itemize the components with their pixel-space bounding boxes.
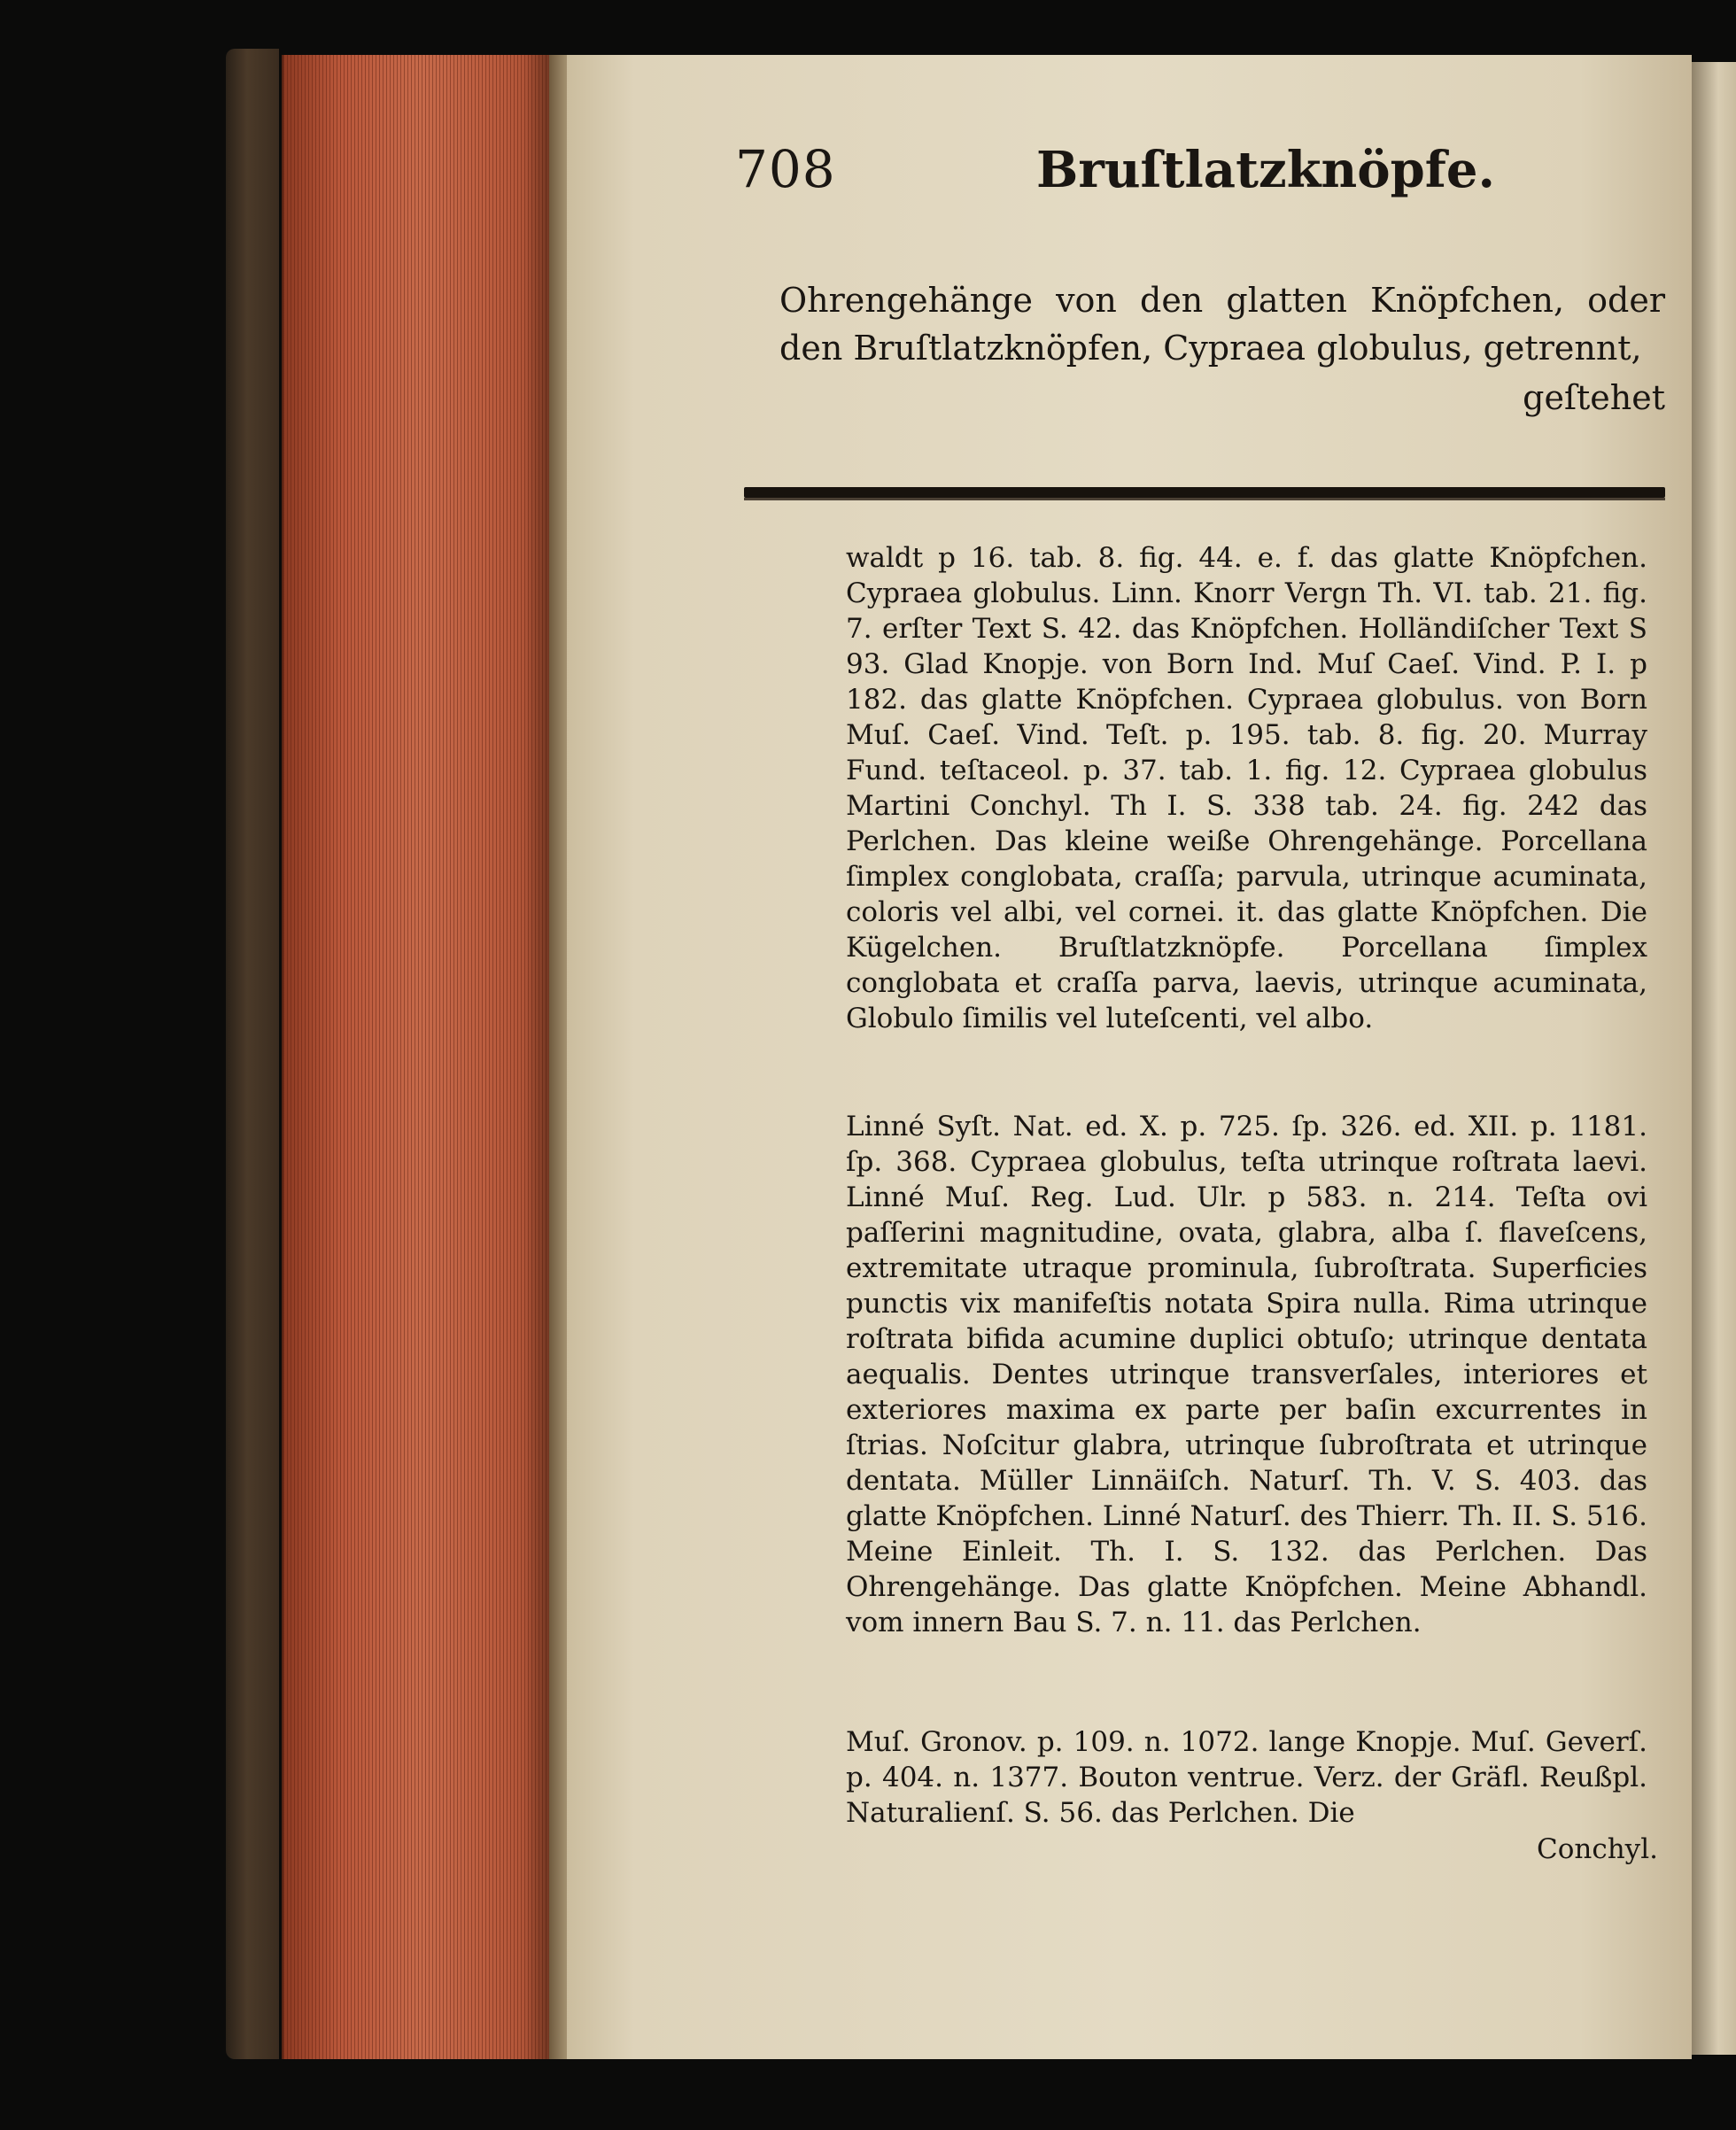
section-rule — [744, 487, 1665, 498]
paragraph-linne: Linné Syſt. Nat. ed. X. p. 725. ſp. 326. ed. XII. p. 1181. ſp. 368. Cypraea globulus, teſta utrinque roſtrata laevi. Linné Muſ. Reg. Lud. Ulr. p 583. n. 214. Teſta ovi paſſerini magnitudine, ovata, glabra, alba ſ. flaveſcens, extremitate utraque prominula, ſubroſtrata. Superficies punctis vix manifeſtis notata Spira nulla. Rima utrinque roſtrata bifida acumine duplici obtuſo; utrinque dentata aequalis. Dentes utrinque transverſales, interiores et exteriores maxima ex parte per baſin excurrentes in ſtrias. Noſcitur glabra, utrinque ſubroſtrata et utrinque dentata. Müller Linnäiſch. Naturſ. Th. V. S. 403. das glatte Knöpfchen. Linné Naturſ. des Thierr. Th. II. S. 516. Meine Einleit. Th. I. S. 132. das Perlchen. Das Ohrengehänge. Das glatte Knöpfchen. Meine Abhandl. vom innern Bau S. 7. n. 11. das Perlchen. — [846, 1111, 1647, 1638]
bleed-through-text-block — [779, 276, 1665, 372]
catchword-bottom: Conchyl. — [1537, 1833, 1658, 1865]
paragraph-synonymy: waldt p 16. tab. 8. fig. 44. e. f. das glatte Knöpfchen. Cypraea globulus. Linn. Knorr Vergn Th. VI. tab. 21. fig. 7. erſter Text S. 42. das Knöpfchen. Holländiſcher Text S 93. Glad Knopje. von Born Ind. Muſ Caeſ. Vind. P. I. p 182. das glatte Knöpfchen. Cypraea globulus. von Born Muſ. Caeſ. Vind. Teſt. p. 195. tab. 8. fig. 20. Murray Fund. teſtaceol. p. 37. tab. 1. fig. 12. Cypraea globulus Martini Conchyl. Th I. S. 338 tab. 24. fig. 242 das Perlchen. Das kleine weiße Ohrengehänge. Porcellana ſimplex conglobata, craſſa; parvula, utrinque acuminata, coloris vel albi, vel cornei. it. das glatte Knöpfchen. Die Kügelchen. Bruſtlatzknöpfe. Porcellana ſimplex conglobata et craſſa parva, laevis, utrinque acuminata, Globulo ſimilis vel luteſcenti, vel albo. — [846, 542, 1647, 1034]
next-page-edge — [1692, 62, 1736, 2055]
overflow-text: Ohrengehänge von den glatten Knöpfchen, oder den Bruſtlatzknöpfen, Cypraea globulus, getrennt, — [779, 281, 1665, 368]
paragraph-collections: Muſ. Gronov. p. 109. n. 1072. lange Knopje. Muſ. Geverſ. p. 404. n. 1377. Bouton ventrue. Verz. der Gräfl. Reußpl. Naturalienſ. S. 56. das Perlchen. Die — [846, 1726, 1647, 1829]
book-page-edges — [282, 55, 560, 2059]
catchword-top: geſtehet — [1523, 378, 1665, 417]
running-head — [735, 139, 1495, 219]
page-number: 708 — [735, 139, 836, 199]
running-title: Bruſtlatzknöpfe. — [1036, 141, 1495, 199]
book-cover-board — [226, 49, 279, 2059]
book-page — [567, 55, 1692, 2059]
